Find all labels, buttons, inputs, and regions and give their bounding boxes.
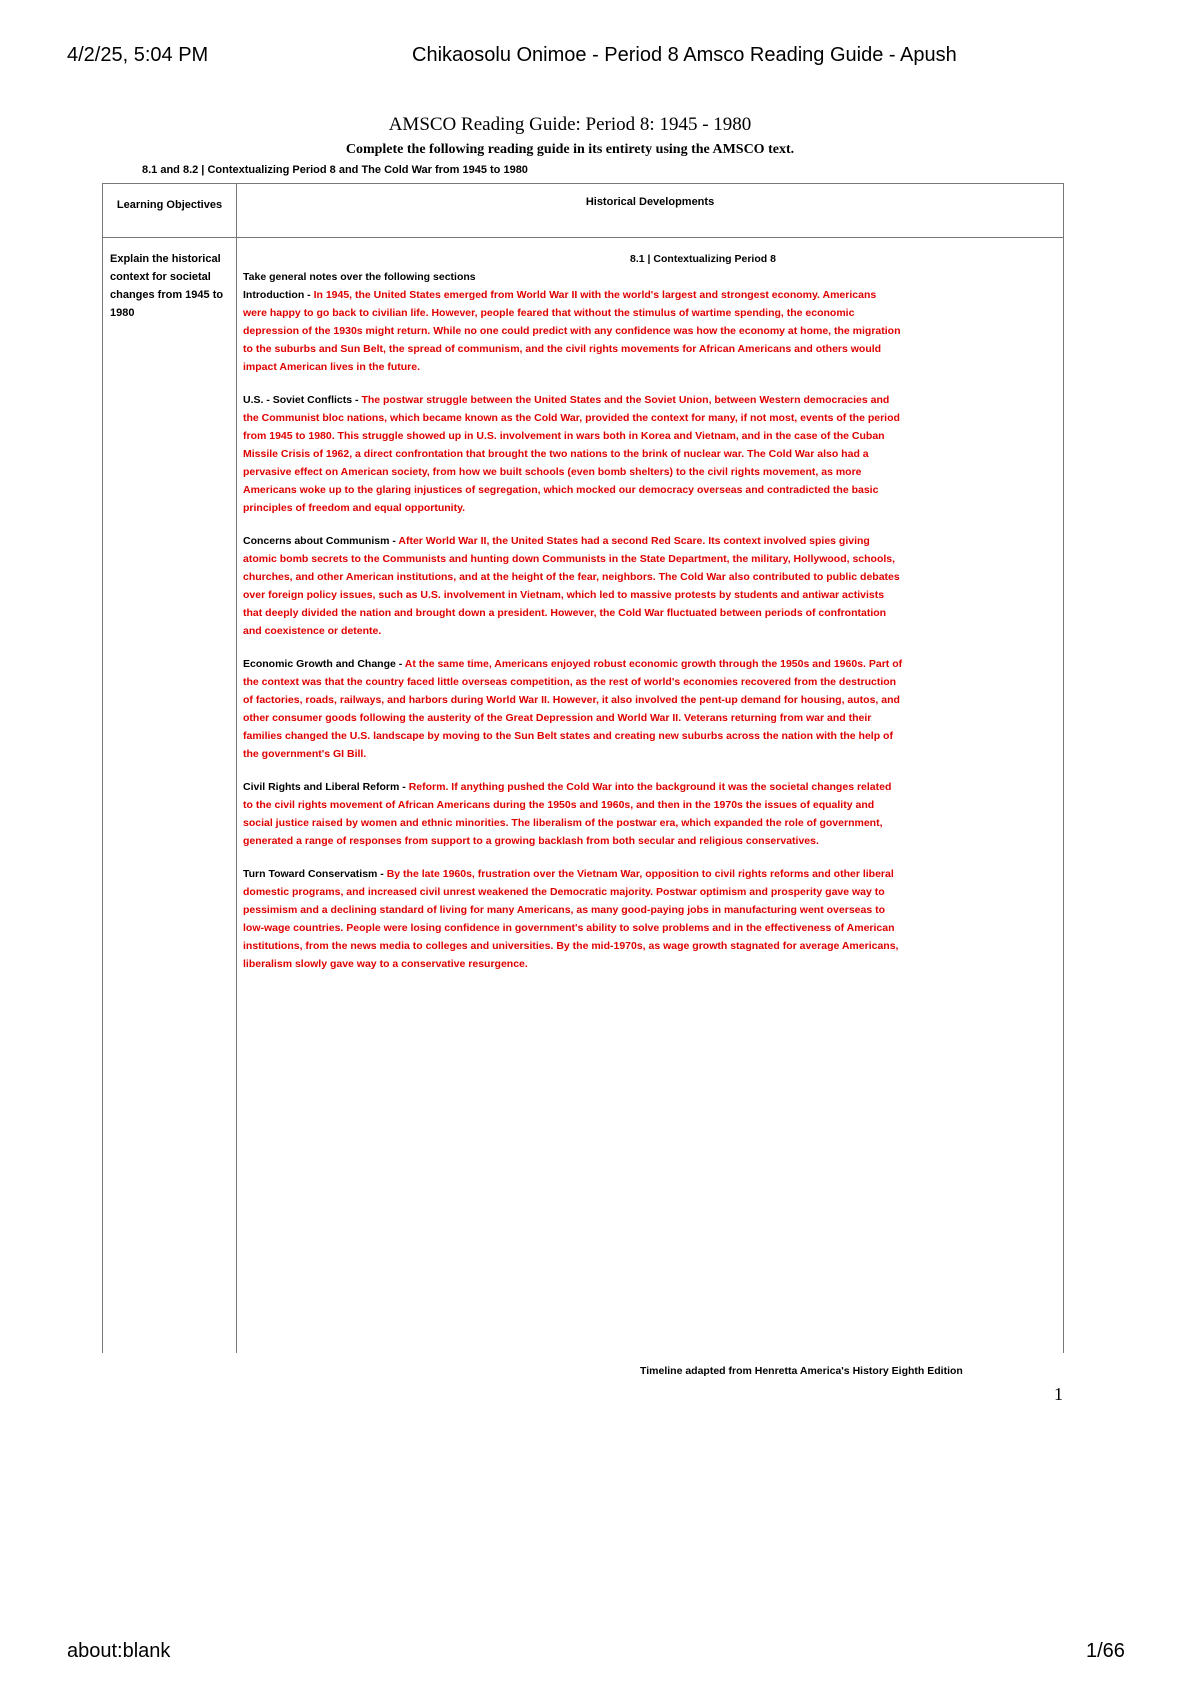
note-text: By the late 1960s, frustration over the Vietnam War, opposition to civil rights reforms and other liberal domestic programs, and increased civil unrest weakened the Democratic majority. Postwar optimism and prosperity gave way to pessimism and a declining standard of living for many Americans, as many good-paying jobs in manufacturing went overseas to low-wage countries. People were losing confidence in government's ability to solve problems and in the effectiveness of American institutions, from the news media to colleges and universities. By the mid-1970s, as wage growth stagnated for average Americans, liberalism slowly gave way to a conservative resurgence.: [243, 868, 899, 970]
note-label: U.S. - Soviet Conflicts -: [243, 394, 359, 406]
note-paragraph-conservatism: [243, 865, 903, 973]
timeline-credit: Timeline adapted from Henretta America's History Eighth Edition: [640, 1365, 963, 1377]
note-text: At the same time, Americans enjoyed robust economic growth through the 1950s and 1960s. Part of the context was that the country faced little overseas competition, as the rest of world's economies recovered from the destruction of factories, roads, railways, and harbors during World War II. However, it also involved the pent-up demand for housing, autos, and other consumer goods following the austerity of the Great Depression and World War II. Veterans returning from war and their families changed the U.S. landscape by moving to the Sun Belt states and creating new suburbs across the nation with the help of the government's GI Bill.: [243, 658, 903, 760]
note-text: After World War II, the United States had a second Red Scare. Its context involved spies giving atomic bomb secrets to the Communists and hunting down Communists in the State Department, the military, Hollywood, schools, churches, and other American institutions, and at the height of the fear, neighbors. The Cold War also contributed to public debates over foreign policy issues, such as U.S. involvement in Vietnam, which led to massive protests by students and antiwar activists that deeply divided the nation and brought down a president. However, the Cold War fluctuated between periods of confrontation and coexistence or detente.: [243, 535, 900, 637]
note-text: In 1945, the United States emerged from World War II with the world's largest and strongest economy. Americans were happy to go back to civilian life. However, people feared that without the stimulus of wartime spending, the economic depression of the 1930s might return. While no one could predict with any confidence was how the economy at home, the migration to the suburbs and Sun Belt, the spread of communism, and the civil rights movements for African Americans and others would impact American lives in the future.: [243, 289, 901, 373]
note-paragraph-civil-rights: [243, 778, 903, 850]
note-paragraph-introduction: [243, 286, 903, 376]
reading-guide-table: [102, 183, 1064, 1353]
note-paragraph-communism: [243, 532, 903, 640]
print-url: about:blank: [67, 1640, 171, 1662]
section-title: 8.1 | Contextualizing Period 8: [630, 253, 776, 265]
notes-content: [243, 250, 903, 988]
page-subtitle: Complete the following reading guide in its entirety using the AMSCO text.: [345, 142, 795, 157]
column-divider: [236, 184, 237, 1353]
print-datetime: 4/2/25, 5:04 PM: [67, 44, 209, 66]
print-doc-title: Chikaosolu Onimoe - Period 8 Amsco Reading Guide - Apush: [412, 44, 957, 66]
note-paragraph-soviet-conflicts: [243, 391, 903, 517]
note-paragraph-economic-growth: [243, 655, 903, 763]
learning-objective: Explain the historical context for societal changes from 1945 to 1980: [110, 253, 224, 319]
note-label: Economic Growth and Change -: [243, 658, 403, 670]
note-label: Turn Toward Conservatism -: [243, 868, 384, 880]
page-number: 1: [1054, 1384, 1063, 1404]
section-label: 8.1 and 8.2 | Contextualizing Period 8 and The Cold War from 1945 to 1980: [142, 164, 528, 176]
print-page-counter: 1/66: [1086, 1640, 1125, 1662]
header-learning-objectives: Learning Objectives: [116, 199, 223, 211]
header-historical-developments: Historical Developments: [585, 196, 715, 208]
note-text: The postwar struggle between the United States and the Soviet Union, between Western democracies and the Communist bloc nations, which became known as the Cold War, provided the context for many, if not most, events of the period from 1945 to 1980. This struggle showed up in U.S. involvement in wars both in Korea and Vietnam, and in the case of the Cuban Missile Crisis of 1962, a direct confrontation that brought the two nations to the brink of nuclear war. The Cold War also had a pervasive effect on American society, from how we built schools (even bomb shelters) to the civil rights movement, as more Americans woke up to the glaring injustices of segregation, which mocked our democracy overseas and contradicted the basic principles of freedom and equal opportunity.: [243, 394, 900, 514]
note-label: Concerns about Communism -: [243, 535, 396, 547]
note-label: Introduction -: [243, 289, 311, 301]
instructions: Take general notes over the following sections: [243, 271, 476, 283]
page-title: AMSCO Reading Guide: Period 8: 1945 - 1980: [388, 114, 752, 135]
note-label: Civil Rights and Liberal Reform -: [243, 781, 406, 793]
header-divider: [103, 237, 1063, 238]
note-text: Reform. If anything pushed the Cold War into the background it was the societal changes related to the civil rights movement of African Americans during the 1950s and 1960s, and then in the 1970s the issues of equality and social justice raised by women and ethnic minorities. The liberalism of the postwar era, which expanded the role of government, generated a range of responses from support to a growing backlash from both secular and religious conservatives.: [243, 781, 892, 847]
